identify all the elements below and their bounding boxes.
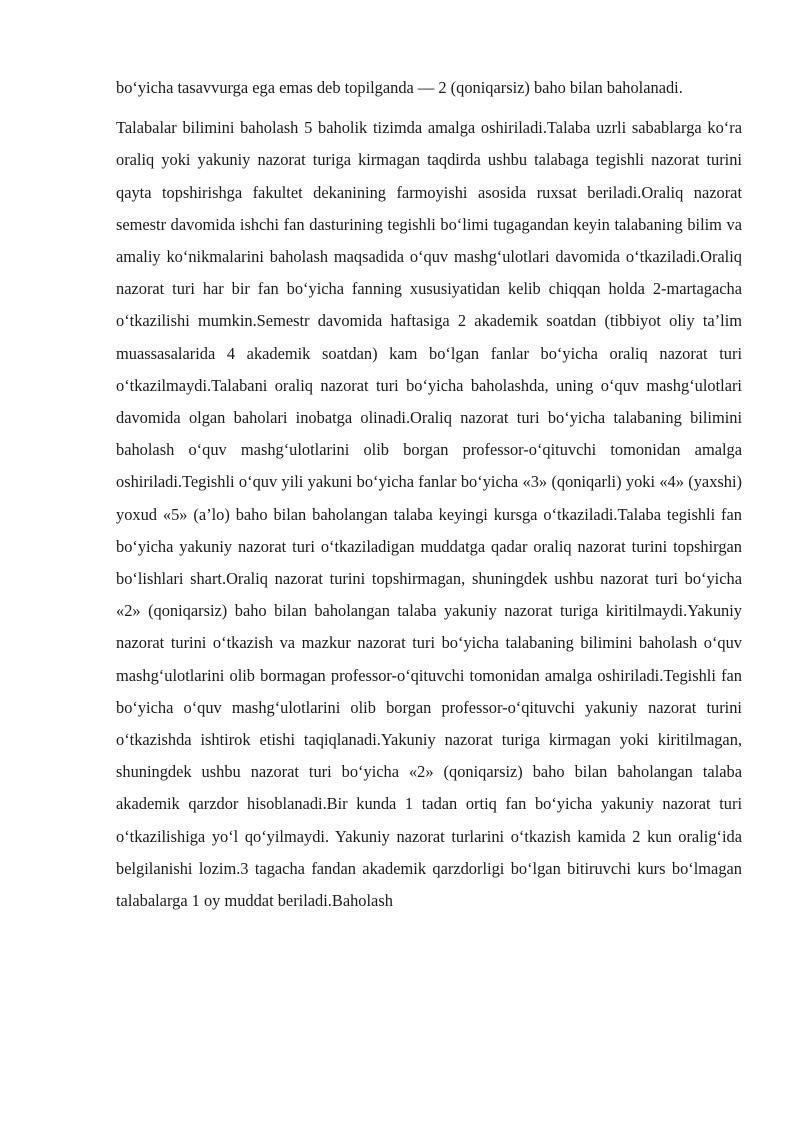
document-body: [116, 72, 742, 917]
paragraph-assessment-rules: Talabalar bilimini baholash 5 baholik tizimda amalga oshiriladi.Talaba uzrli sabablarga ko‘ra oraliq yoki yakuniy nazorat turiga kirmagan taqdirda ushbu talabaga tegishli nazorat turini qayta topshirishga fakultet dekanining farmoyishi asosida ruxsat beriladi.Oraliq nazorat semestr davomida ishchi fan dasturining tegishli bo‘limi tugagandan keyin talabaning bilim va amaliy ko‘nikmalarini baholash maqsadida o‘quv mashg‘ulotlari davomida o‘tkaziladi.Oraliq nazorat turi har bir fan bo‘yicha fanning xususiyatidan kelib chiqqan holda 2-martagacha o‘tkazilishi mumkin.Semestr davomida haftasiga 2 akademik soatdan (tibbiyot oliy ta’lim muassasalarida 4 akademik soatdan) kam bo‘lgan fanlar bo‘yicha oraliq nazorat turi o‘tkazilmaydi.Talabani oraliq nazorat turi bo‘yicha baholashda, uning o‘quv mashg‘ulotlari davomida olgan baholari inobatga olinadi.Oraliq nazorat turi bo‘yicha talabaning bilimini baholash o‘quv mashg‘ulotlarini olib borgan professor-o‘qituvchi tomonidan amalga oshiriladi.Tegishli o‘quv yili yakuni bo‘yicha fanlar bo‘yicha «3» (qoniqarli) yoki «4» (yaxshi) yoxud «5» (a’lo) baho bilan baholangan talaba keyingi kursga o‘tkaziladi.Talaba tegishli fan bo‘yicha yakuniy nazorat turi o‘tkaziladigan muddatga qadar oraliq nazorat turini topshirgan bo‘lishlari shart.Oraliq nazorat turini topshirmagan, shuningdek ushbu nazorat turi bo‘yicha «2» (qoniqarsiz) baho bilan baholangan talaba yakuniy nazorat turiga kiritilmaydi.Yakuniy nazorat turini o‘tkazish va mazkur nazorat turi bo‘yicha talabaning bilimini baholash o‘quv mashg‘ulotlarini olib bormagan professor-o‘qituvchi tomonidan amalga oshiriladi.Tegishli fan bo‘yicha o‘quv mashg‘ulotlarini olib borgan professor-o‘qituvchi yakuniy nazorat turini o‘tkazishda ishtirok etishi taqiqlanadi.Yakuniy nazorat turiga kirmagan yoki kiritilmagan, shuningdek ushbu nazorat turi bo‘yicha «2» (qoniqarsiz) baho bilan baholangan talaba akademik qarzdor hisoblanadi.Bir kunda 1 tadan ortiq fan bo‘yicha yakuniy nazorat turi o‘tkazilishiga yo‘l qo‘yilmaydi. Yakuniy nazorat turlarini o‘tkazish kamida 2 kun oralig‘ida belgilanishi lozim.3 tagacha fandan akademik qarzdorligi bo‘lgan bitiruvchi kurs bo‘lmagan talabalarga 1 oy muddat beriladi.Baholash: [116, 118, 742, 911]
paragraph-continuation: bo‘yicha tasavvurga ega emas deb topilganda — 2 (qoniqarsiz) baho bilan baholanadi.: [116, 78, 683, 97]
